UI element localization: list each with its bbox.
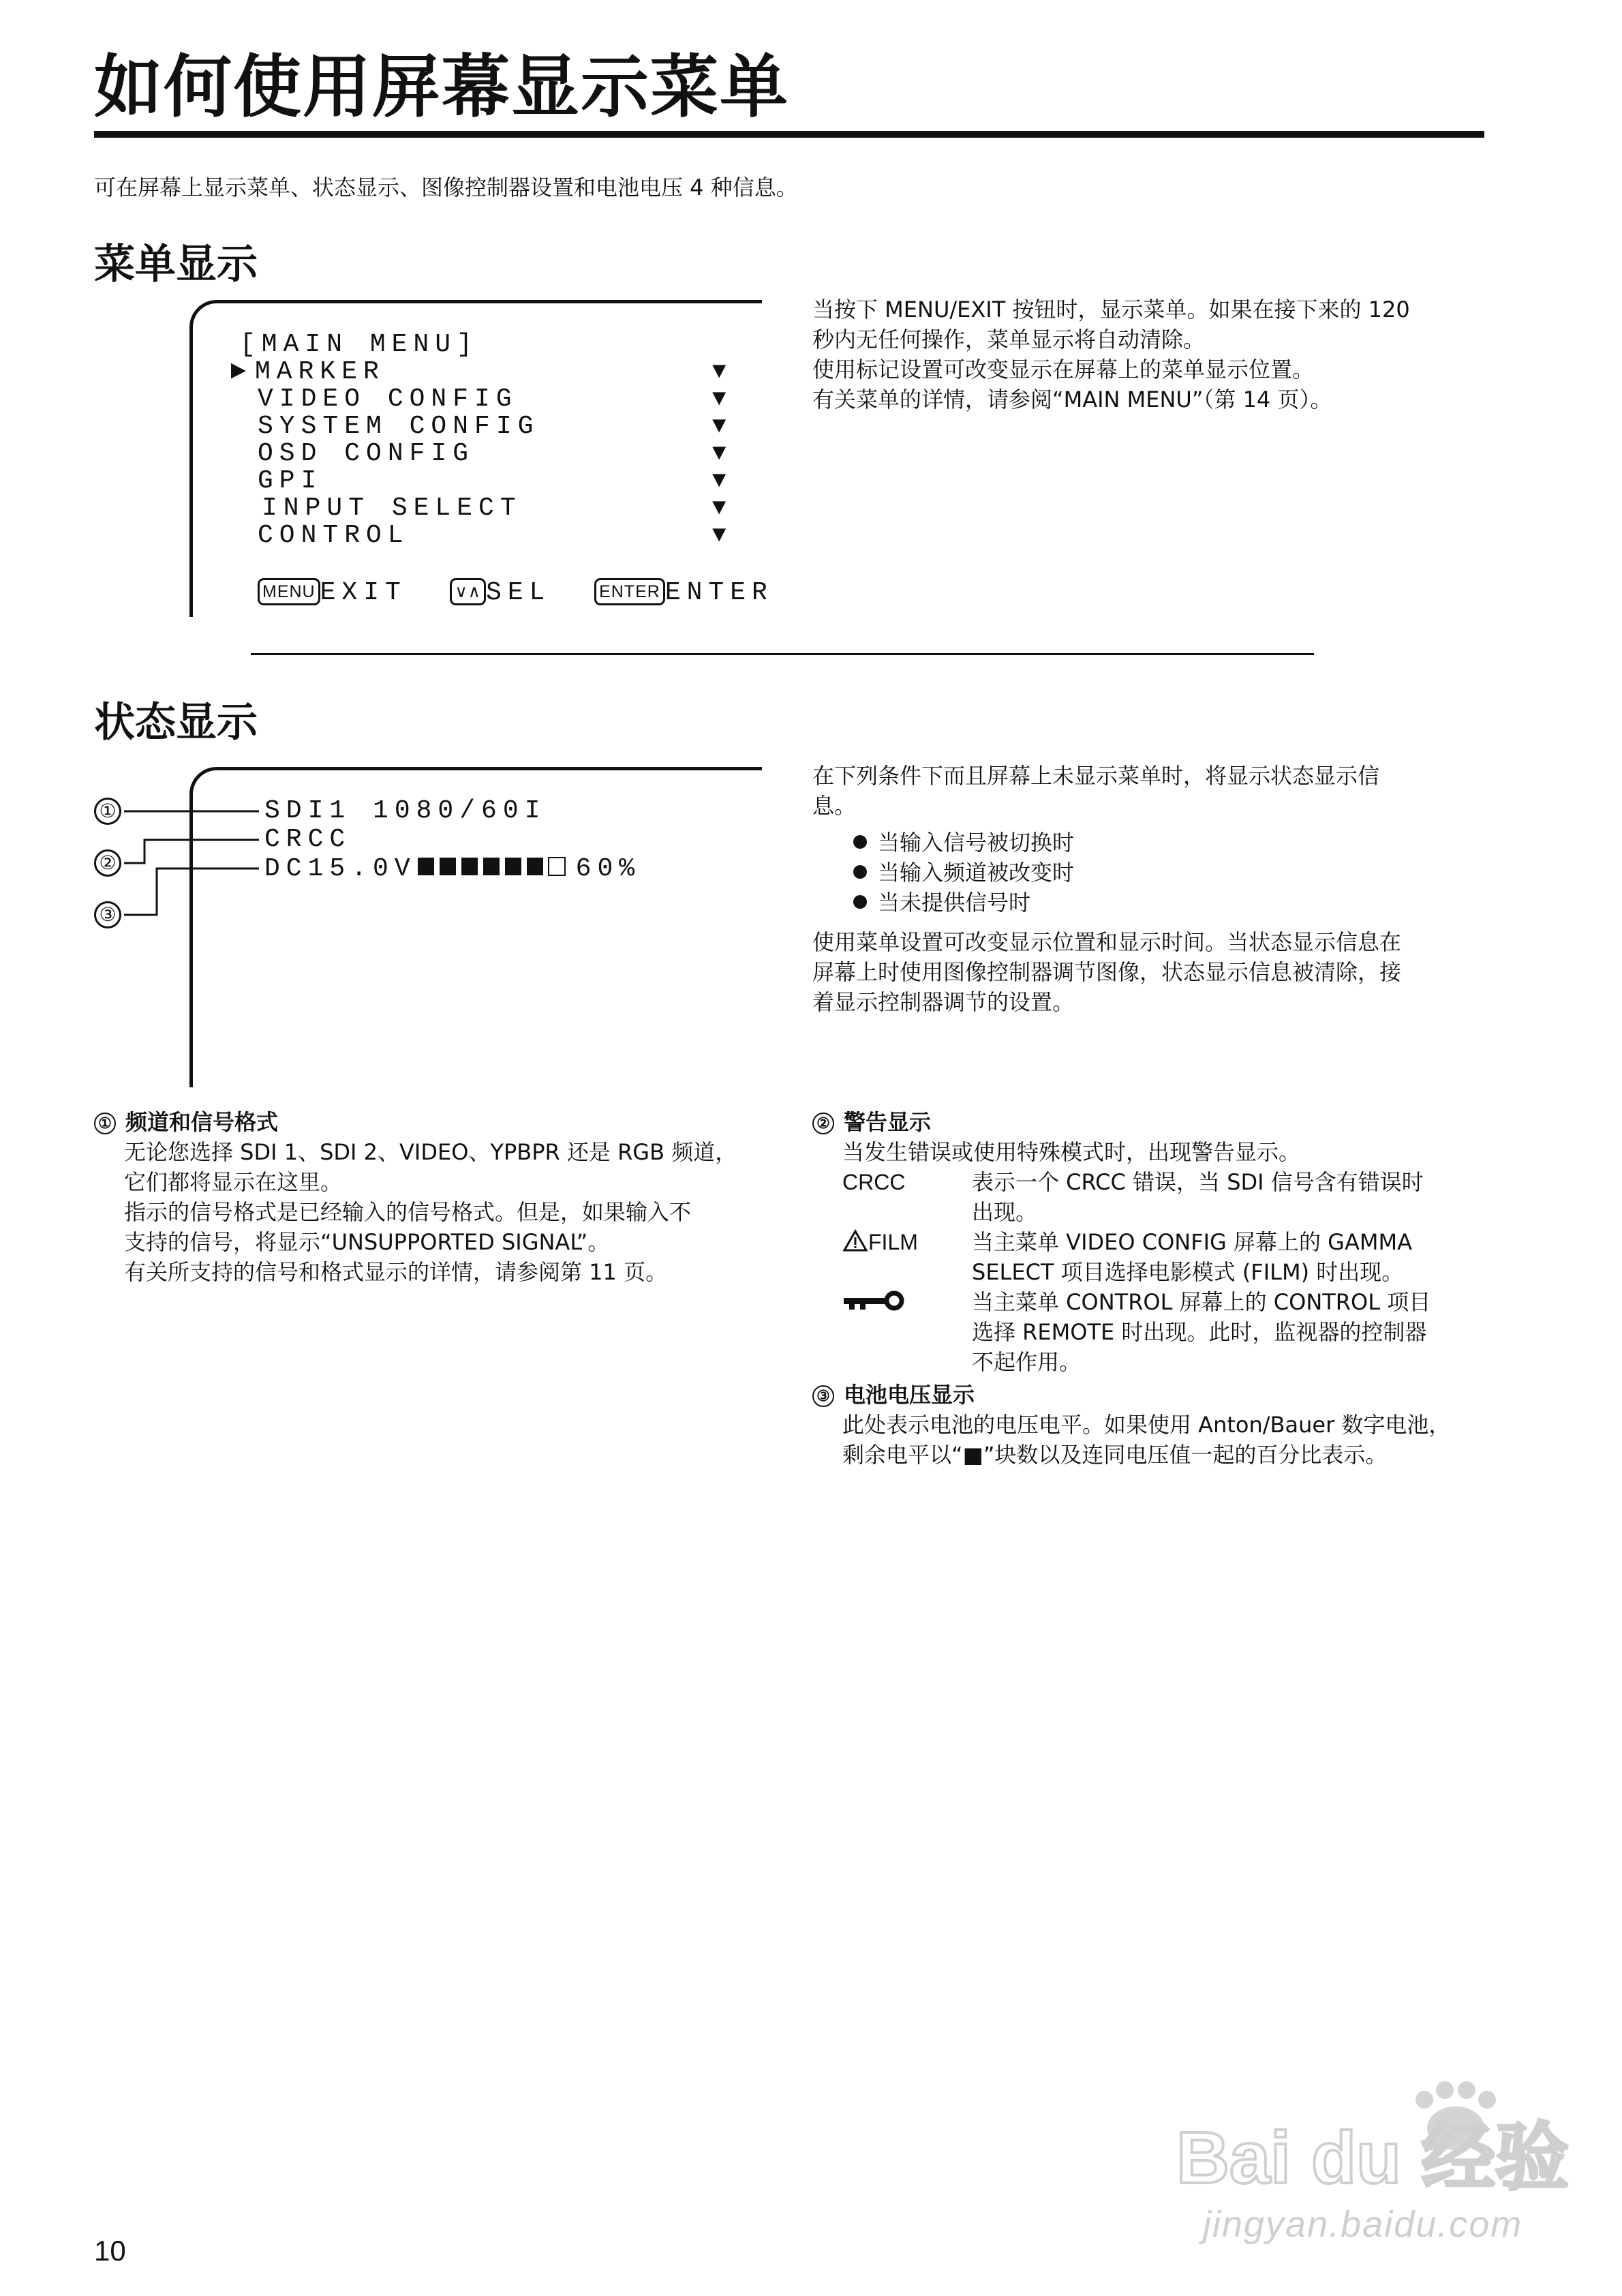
submenu-arrow-icon: ▼: [712, 441, 733, 467]
up-down-key-icon: ∨∧: [450, 578, 486, 605]
battery-voltage: DC15.0V: [264, 854, 416, 883]
warning-term: [842, 1287, 972, 1377]
status-battery-line: [264, 855, 641, 883]
title-rule: [94, 131, 1484, 138]
osd-menu-item-gpi: GPI: [258, 466, 323, 496]
paragraph-line: 着显示控制器调节的设置。: [812, 989, 1075, 1015]
paragraph-line: 使用菜单设置可改变显示位置和显示时间。当状态显示信息在: [812, 929, 1402, 955]
note-warning-display: [812, 1107, 1450, 1470]
submenu-arrow-icon: ▼: [712, 523, 733, 549]
osd-menu-item-video-config: VIDEO CONFIG: [258, 384, 518, 414]
paragraph-line: 当主菜单 VIDEO CONFIG 屏幕上的 GAMMA: [972, 1229, 1412, 1255]
battery-block-filled: [483, 858, 500, 875]
osd-cursor-icon: ►: [230, 357, 246, 387]
baidu-watermark-logo: [1172, 2072, 1581, 2209]
paragraph-line: 屏幕上时使用图像控制器调节图像，状态显示信息被清除，接: [812, 959, 1402, 985]
exit-label: EXIT: [320, 578, 407, 607]
enter-key-icon: ENTER: [594, 578, 665, 605]
warning-triangle-icon: [842, 1229, 868, 1252]
submenu-arrow-icon: ▼: [712, 468, 733, 494]
callout-3: ③: [94, 901, 121, 928]
bullet-icon: [853, 865, 867, 879]
submenu-arrow-icon: ▼: [712, 496, 733, 522]
paragraph-line: 使用标记设置可改变显示在屏幕上的菜单显示位置。: [812, 357, 1315, 382]
page-number: 10: [94, 2235, 126, 2267]
menu-key-icon: MENU: [258, 578, 320, 605]
status-signal-line: SDI1 1080/60I: [264, 796, 547, 826]
note-heading: ③ 电池电压显示: [812, 1380, 1450, 1410]
paragraph-line: 当主菜单 CONTROL 屏幕上的 CONTROL 项目: [972, 1289, 1431, 1315]
callout-leader-lines: [0, 0, 286, 954]
paragraph-line: 选择 REMOTE 时出现。此时，监视器的控制器: [972, 1319, 1427, 1345]
paragraph-line: 有关菜单的详情，请参阅“MAIN MENU”（第 14 页）。: [812, 387, 1332, 412]
battery-block-filled: [418, 858, 434, 875]
enter-label: ENTER: [664, 578, 774, 607]
bullet-icon: [853, 895, 867, 909]
watermark-url: jingyan.baidu.com: [1203, 2204, 1523, 2245]
warning-term: CRCC: [842, 1170, 906, 1194]
battery-level-bar: [416, 855, 569, 878]
battery-percent: 60%: [575, 854, 641, 883]
note-heading: ① 频道和信号格式: [94, 1107, 737, 1137]
menu-description: [812, 294, 1410, 414]
warning-item-crcc: [842, 1167, 1450, 1227]
status-description: [812, 761, 1401, 1017]
paragraph-line: 当按下 MENU/EXIT 按钮时，显示菜单。如果在接下来的 120: [812, 297, 1410, 322]
battery-block-empty: [549, 858, 565, 875]
note-channel-format: [94, 1107, 737, 1287]
osd-menu-item-marker: MARKER: [255, 357, 385, 387]
battery-block-filled: [505, 858, 521, 875]
battery-block-filled: [440, 858, 456, 875]
paragraph-line: 剩余电平以“■”块数以及连同电压值一起的百分比表示。: [842, 1442, 1388, 1468]
sel-label: SEL: [486, 578, 551, 607]
page-title: 如何使用屏幕显示菜单: [94, 47, 789, 127]
paragraph-line: 在下列条件下而且屏幕上未显示菜单时，将显示状态显示信: [812, 763, 1380, 789]
status-display-heading: 状态显示: [94, 699, 258, 746]
note-battery-voltage: [812, 1410, 1450, 1470]
warning-term: FILM: [842, 1227, 972, 1287]
osd-main-menu-title: [MAIN MENU]: [240, 330, 478, 359]
list-item: 当未提供信号时: [853, 888, 1401, 918]
paragraph-line: 表示一个 CRCC 错误，当 SDI 信号含有错误时: [972, 1169, 1424, 1195]
list-item: 当输入频道被改变时: [853, 858, 1401, 888]
menu-display-heading: 菜单显示: [94, 241, 258, 288]
watermark-text: Bai du 经验: [1176, 2116, 1570, 2199]
condition-list: [812, 828, 1401, 918]
intro-text: 可在屏幕上显示菜单、状态显示、图像控制器设置和电池电压 4 种信息。: [94, 175, 798, 200]
warning-item-film: [842, 1227, 1450, 1287]
paragraph-line: 当发生错误或使用特殊模式时，出现警告显示。: [842, 1139, 1301, 1165]
paragraph-line: 不起作用。: [972, 1349, 1082, 1375]
osd-footer-keys: [258, 578, 774, 607]
osd-menu-item-system-config: SYSTEM CONFIG: [258, 412, 540, 441]
battery-block-filled: [527, 858, 543, 875]
list-item: 当输入信号被切换时: [853, 828, 1401, 858]
paragraph-line: 出现。: [972, 1199, 1038, 1225]
bullet-icon: [853, 835, 867, 849]
osd-menu-item-input-select: INPUT SELECT: [262, 494, 522, 523]
paragraph-line: 有关所支持的信号和格式显示的详情，请参阅第 11 页。: [124, 1259, 668, 1285]
note-heading: ② 警告显示: [812, 1107, 1450, 1137]
paragraph-line: 此处表示电池的电压电平。如果使用 Anton/Bauer 数字电池，: [842, 1412, 1451, 1438]
osd-menu-item-osd-config: OSD CONFIG: [258, 439, 475, 468]
status-warning-line: CRCC: [264, 825, 352, 854]
osd-menu-item-control: CONTROL: [258, 521, 410, 550]
battery-block-filled: [461, 858, 478, 875]
paragraph-line: 息。: [812, 793, 857, 819]
paragraph-line: 指示的信号格式是已经输入的信号格式。但是，如果输入不: [124, 1199, 692, 1225]
paragraph-line: 秒内无任何操作，菜单显示将自动清除。: [812, 327, 1206, 352]
submenu-arrow-icon: ▼: [712, 414, 733, 440]
callout-2: ②: [94, 849, 121, 877]
paragraph-line: 无论您选择 SDI 1、SDI 2、VIDEO、YPBPR 还是 RGB 频道，: [124, 1139, 737, 1165]
section-divider: [251, 653, 1314, 655]
key-icon: [842, 1288, 908, 1315]
paragraph-line: SELECT 项目选择电影模式 (FILM) 时出现。: [972, 1259, 1404, 1285]
submenu-arrow-icon: ▼: [712, 359, 733, 385]
paragraph-line: 它们都将显示在这里。: [124, 1169, 343, 1195]
paragraph-line: 支持的信号，将显示“UNSUPPORTED SIGNAL”。: [124, 1229, 610, 1255]
warning-item-remote: [842, 1287, 1450, 1377]
callout-1: ①: [94, 798, 121, 825]
submenu-arrow-icon: ▼: [712, 387, 733, 412]
